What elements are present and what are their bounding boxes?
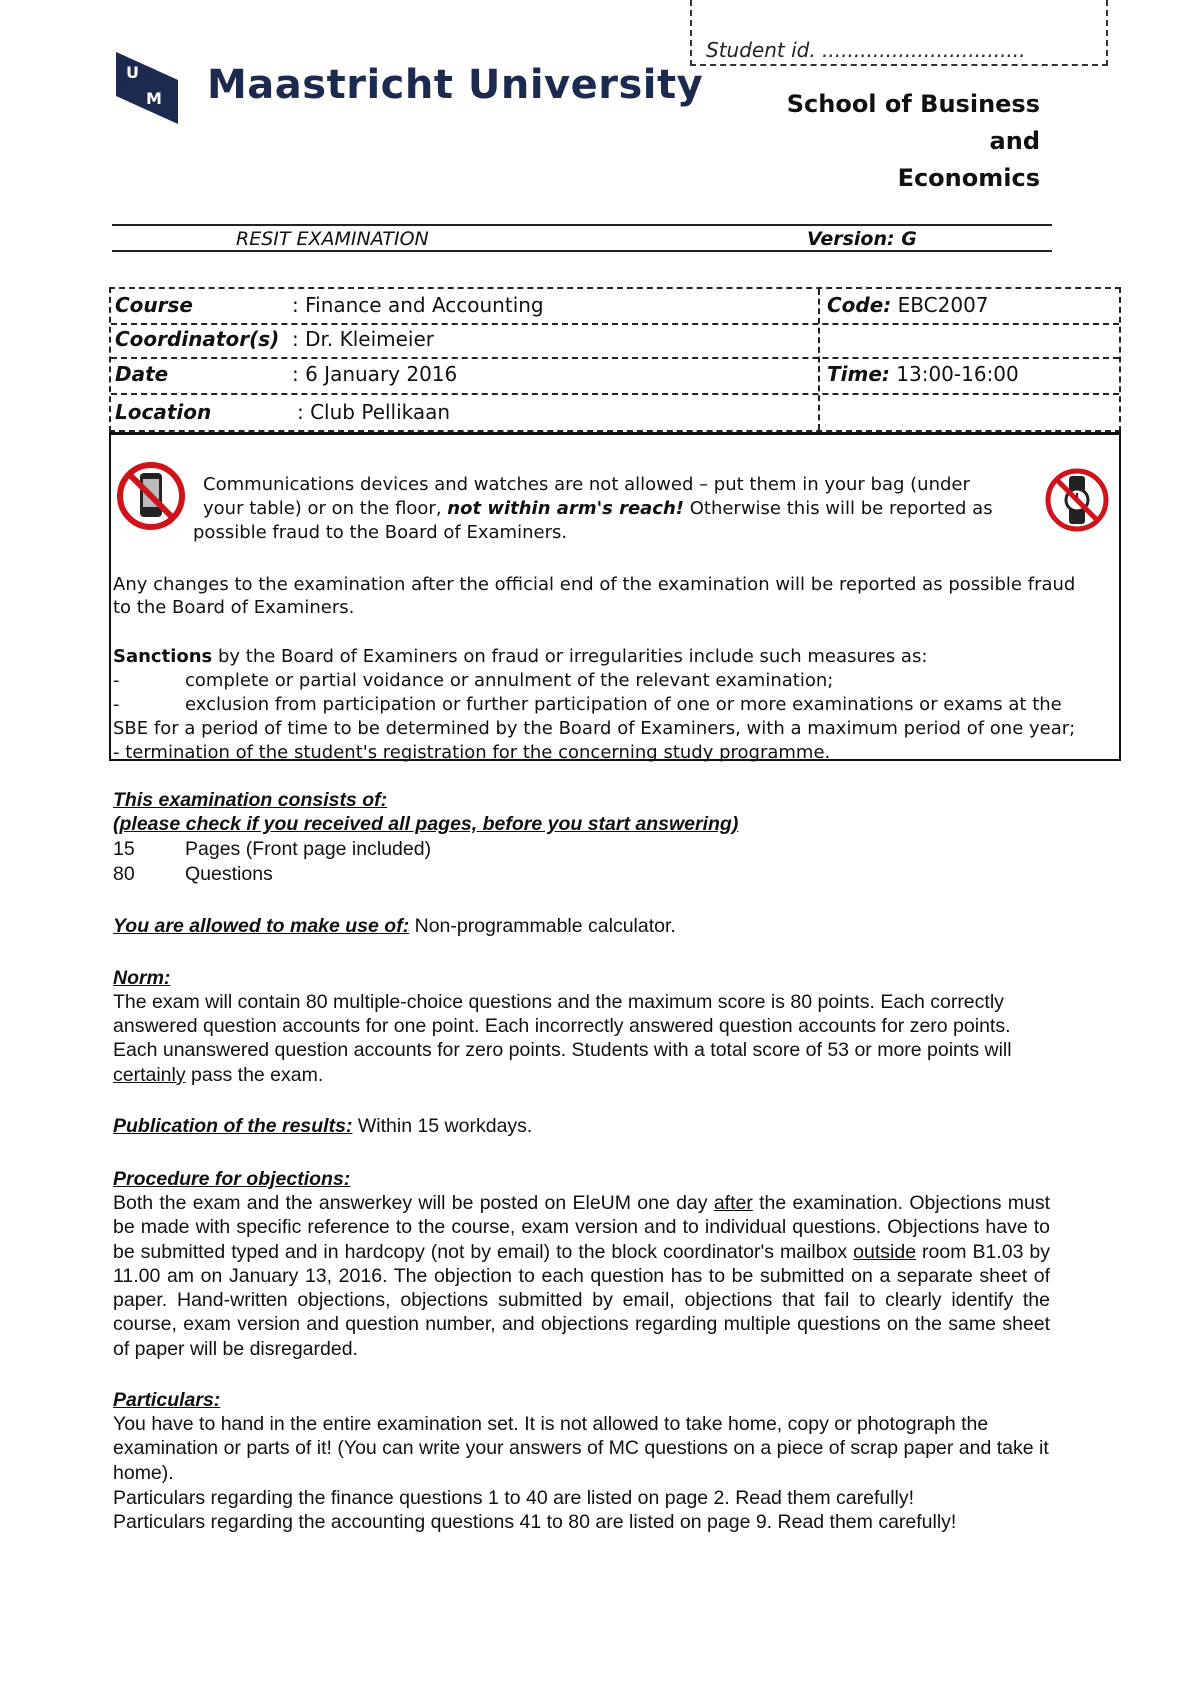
svg-text:M: M xyxy=(146,89,162,108)
sanction-item-3: - termination of the student's registration for the concerning study programme. xyxy=(113,742,831,763)
date-value: : 6 January 2016 xyxy=(292,362,458,386)
procedure-paragraph: Both the exam and the answerkey will be posted on EleUM one day after the examination. Objections must be made with specific reference to the course, exam version and to individual questions. Objections have to be submitted typed and in hardcopy (not by email) to the block coordinator's mailbox outside room B1.03 by 11.00 am on January 13, 2016. The objection to each question has to be submitted on a separate sheet of paper. Hand-written objections, objections submitted by email, objections that fail to clearly identify the course, exam version and question number, and objections regarding multiple questions on the same sheet of paper will be disregarded. xyxy=(113,1192,1051,1360)
pages-count: 15 xyxy=(113,838,135,860)
norm-line-4: certainly pass the exam. xyxy=(113,1064,324,1086)
publication-line: Publication of the results: Within 15 workdays. xyxy=(113,1115,533,1137)
sanction-dash-2: - xyxy=(113,694,120,715)
coordinator-value: : Dr. Kleimeier xyxy=(292,327,435,351)
norm-heading: Norm: xyxy=(113,967,171,989)
um-logo-icon xyxy=(116,52,178,124)
consists-subheading: (please check if you received all pages, before you start answering) xyxy=(113,813,739,835)
devices-line-3: possible fraud to the Board of Examiners. xyxy=(193,522,568,543)
questions-count: 80 xyxy=(113,863,135,885)
consists-heading: This examination consists of: xyxy=(113,789,388,811)
student-id-box xyxy=(690,0,1108,66)
version-bar xyxy=(112,224,1052,252)
fraud-notice-box xyxy=(109,432,1121,761)
date-label: Date xyxy=(115,362,169,386)
school-name: School of Business and Economics xyxy=(786,90,1040,192)
norm-line-2: answered question accounts for one point. Each incorrectly answered question accounts for zero points. xyxy=(113,1015,1011,1037)
time-cell: Time: 13:00-16:00 xyxy=(827,362,1019,386)
sanction-item-1: complete or partial voidance or annulment of the relevant examination; xyxy=(185,670,834,691)
allowed-line: You are allowed to make use of: Non-programmable calculator. xyxy=(113,915,676,937)
sanction-item-2a: exclusion from participation or further participation of one or more examinations or exams at the xyxy=(185,694,1062,715)
norm-line-1: The exam will contain 80 multiple-choice questions and the maximum score is 80 points. Each correctly xyxy=(113,991,1004,1013)
course-value: : Finance and Accounting xyxy=(292,293,544,317)
devices-line-2: your table) or on the floor, not within arm's reach! Otherwise this will be reported as xyxy=(203,498,993,519)
changes-line-2: to the Board of Examiners. xyxy=(113,597,355,618)
university-name: Maastricht University xyxy=(207,62,704,108)
devices-line-1: Communications devices and watches are not allowed – put them in your bag (under xyxy=(203,474,970,495)
location-value: : Club Pellikaan xyxy=(297,400,451,424)
questions-text: Questions xyxy=(185,863,273,885)
particulars-paragraph: You have to hand in the entire examination set. It is not allowed to take home, copy or photograph the examination or parts of it! (You can write your answers of MC questions on a piece of scrap paper and take it home). xyxy=(113,1413,1049,1484)
no-phone-icon xyxy=(116,461,186,531)
coordinator-label: Coordinator(s) xyxy=(115,327,280,351)
changes-line-1: Any changes to the examination after the official end of the examination will be reported as possible fraud xyxy=(113,574,1076,595)
exam-version: Version: G xyxy=(807,228,917,250)
procedure-heading: Procedure for objections: xyxy=(113,1168,351,1190)
no-watch-icon xyxy=(1044,467,1110,533)
code-cell: Code: EBC2007 xyxy=(827,293,989,317)
exam-info-table xyxy=(109,287,1121,432)
location-label: Location xyxy=(115,400,212,424)
student-id-label: Student id. ................................ xyxy=(706,38,1026,62)
sanctions-intro: Sanctions by the Board of Examiners on fraud or irregularities include such measures as: xyxy=(113,646,928,667)
particulars-finance: Particulars regarding the finance questions 1 to 40 are listed on page 2. Read them carefully! xyxy=(113,1487,915,1509)
pages-text: Pages (Front page included) xyxy=(185,838,432,860)
sanction-item-2b: SBE for a period of time to be determined by the Board of Examiners, with a maximum period of one year; xyxy=(113,718,1076,739)
particulars-heading: Particulars: xyxy=(113,1389,221,1411)
exam-type: RESIT EXAMINATION xyxy=(236,228,429,250)
particulars-accounting: Particulars regarding the accounting questions 41 to 80 are listed on page 9. Read them carefully! xyxy=(113,1511,957,1533)
logo-letters: U xyxy=(126,63,139,82)
course-label: Course xyxy=(115,293,193,317)
sanction-dash-1: - xyxy=(113,670,120,691)
norm-line-3: Each unanswered question accounts for zero points. Students with a total score of 53 or more points will xyxy=(113,1039,1012,1061)
